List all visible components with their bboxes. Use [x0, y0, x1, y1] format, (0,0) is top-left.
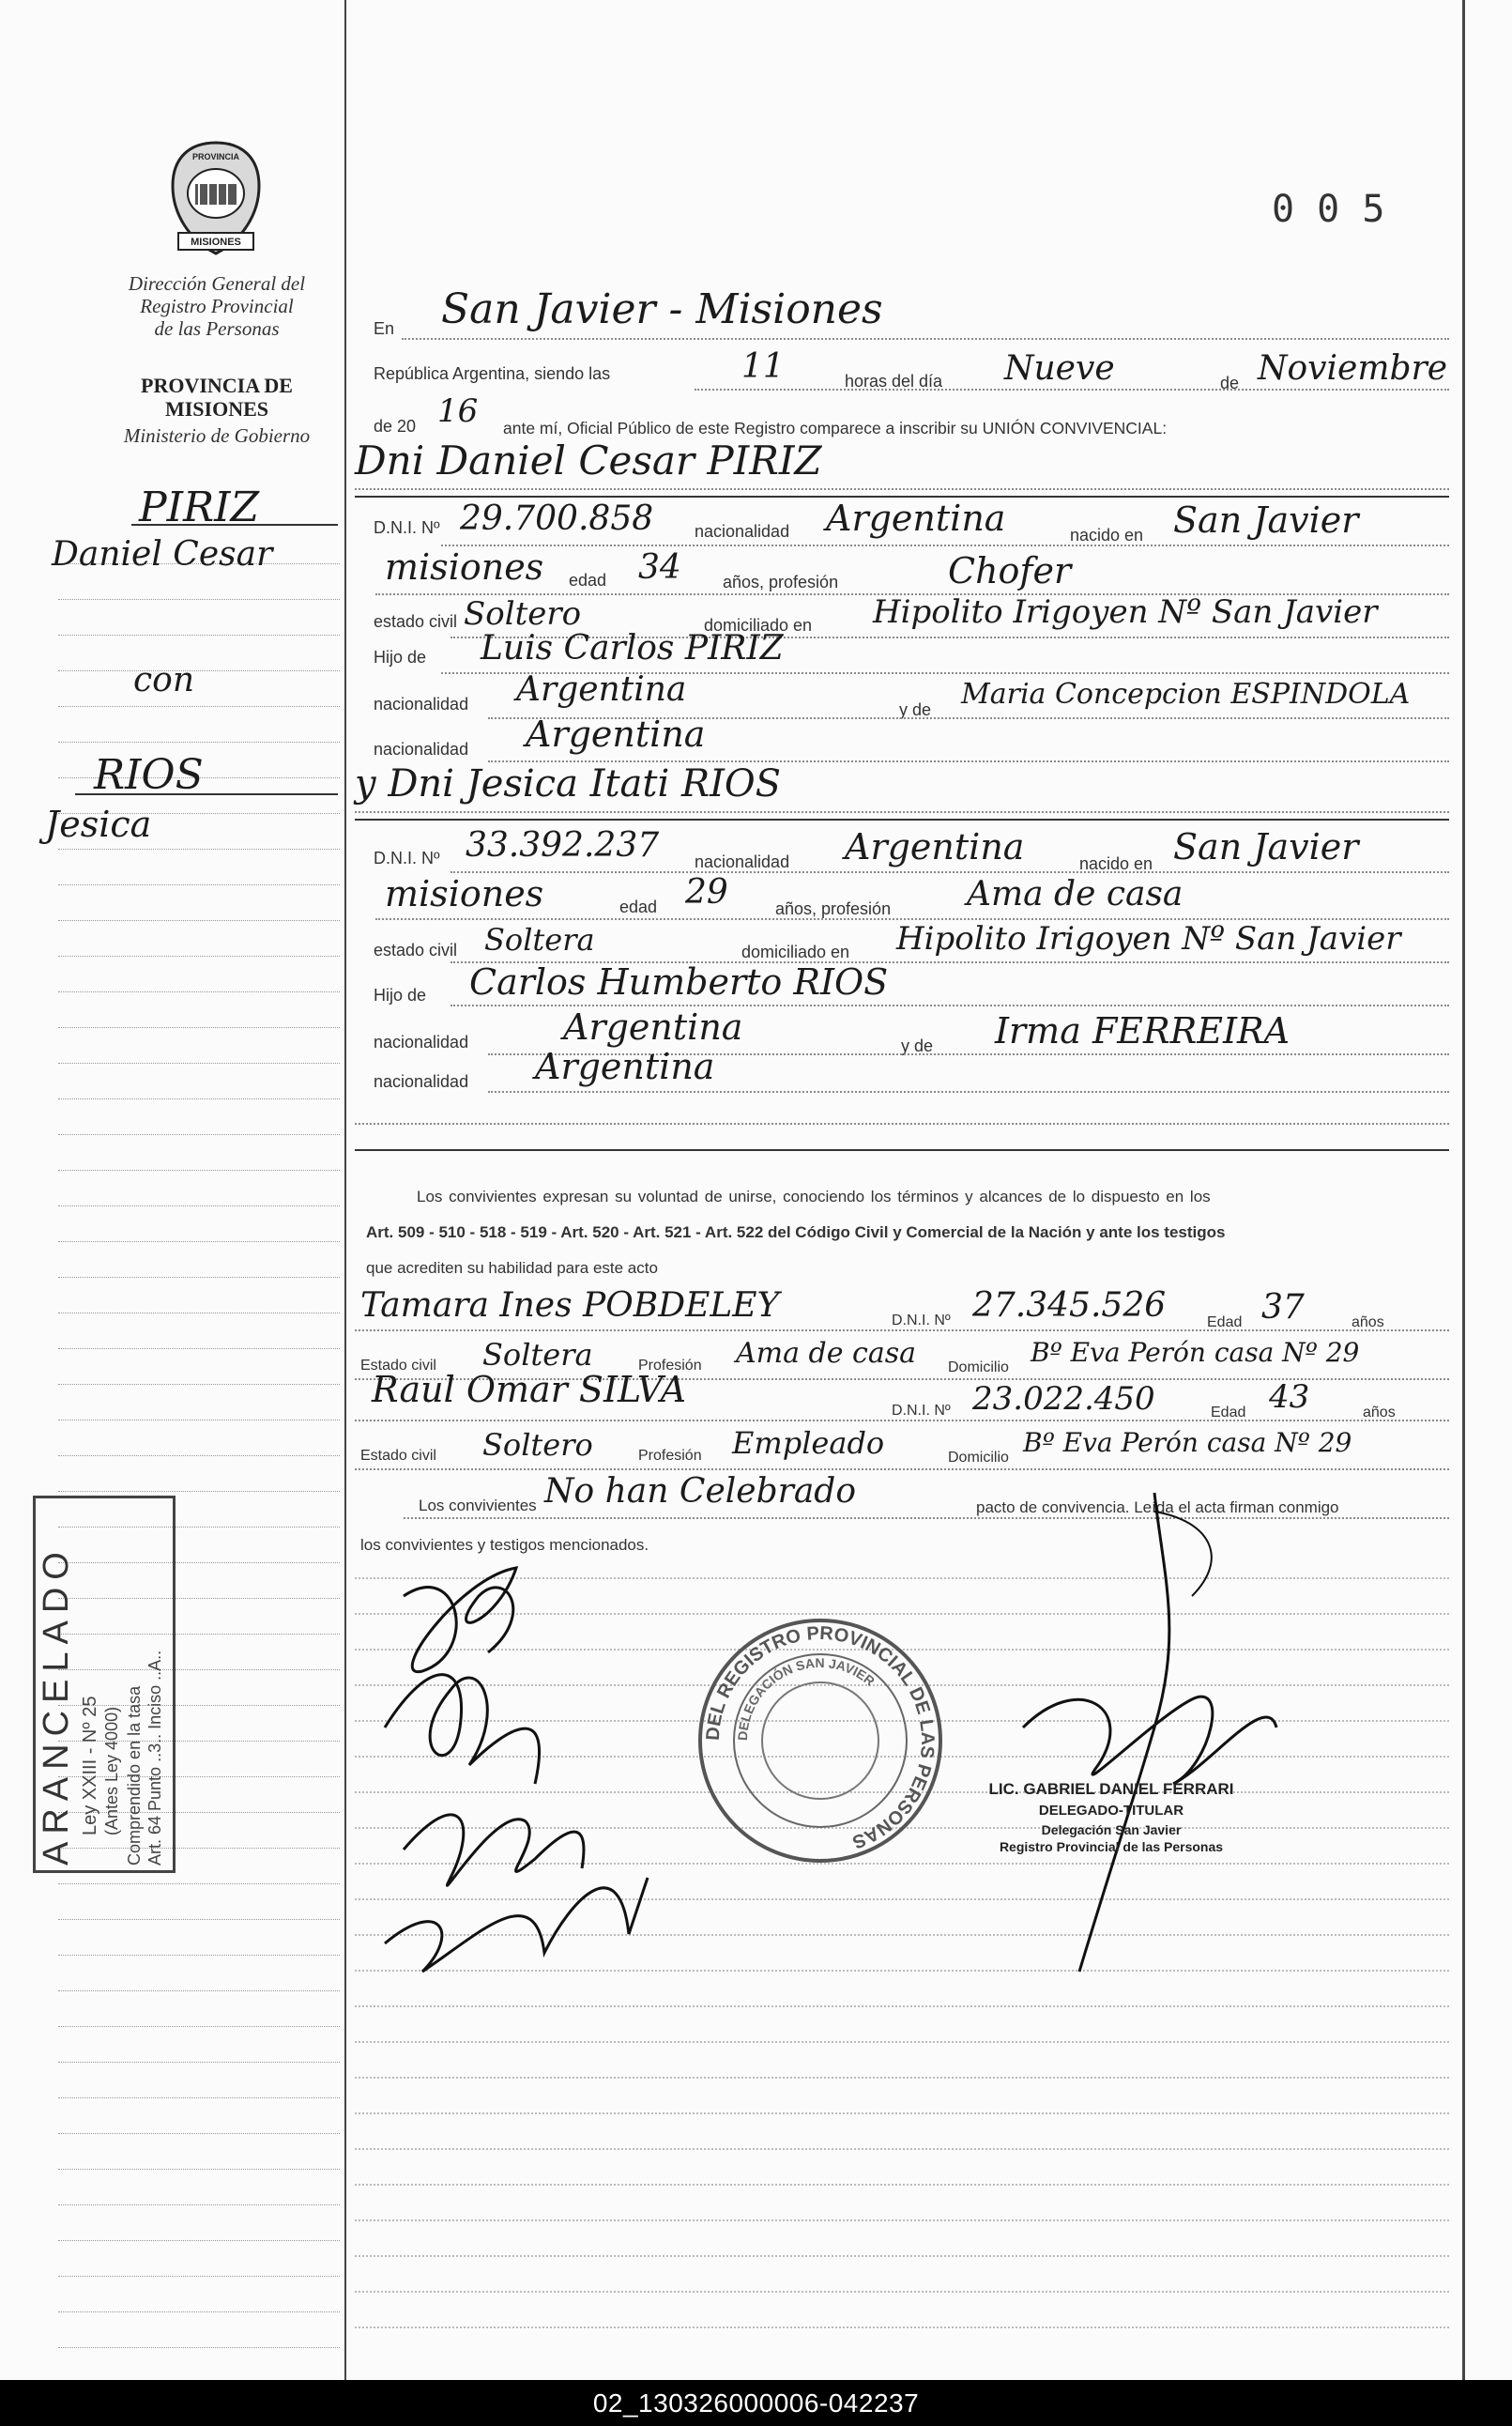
- left-ruled-line: [58, 1241, 340, 1242]
- w2-name: Raul Omar SILVA: [372, 1369, 687, 1410]
- p1-label-mnac: nacionalidad: [374, 740, 469, 759]
- left-ruled-line: [58, 956, 340, 957]
- hour: 11: [741, 347, 785, 386]
- closing-pacto-text: pacto de convivencia. Leída el acta firman conmigo: [976, 1498, 1339, 1516]
- w1-label-dni: D.N.I. Nº: [892, 1313, 951, 1328]
- w2-age: 43: [1269, 1378, 1310, 1416]
- place: San Javier - Misiones: [441, 285, 883, 333]
- margin-names-2: Jesica: [45, 804, 152, 845]
- main-ruled-line: [355, 2077, 1449, 2079]
- p2-label-mnac: nacionalidad: [374, 1072, 469, 1091]
- left-ruled-line: [58, 1134, 340, 1135]
- p2-label-dni: D.N.I. Nº: [374, 849, 440, 868]
- left-ruled-line: [58, 1491, 340, 1492]
- label-en: En: [374, 319, 395, 338]
- main-ruled-line: [355, 2291, 1449, 2293]
- left-margin-line: [344, 0, 346, 2380]
- left-ruled-line: [58, 2169, 340, 2170]
- left-ruled-line: [58, 1348, 340, 1349]
- closing-pact: No han Celebrado: [544, 1472, 856, 1511]
- year: 16: [437, 392, 479, 430]
- p2-dni: 33.392.237: [466, 826, 660, 865]
- margin-surname-2: RIOS: [94, 751, 204, 799]
- p2-label-anos: años, profesión: [775, 899, 892, 918]
- p2-label-dom: domiciliado en: [741, 943, 850, 961]
- p1-born-1: San Javier: [1173, 499, 1359, 541]
- p2-nationality: Argentina: [845, 826, 1025, 868]
- official-name: LIC. GABRIEL DANIEL FERRARI: [988, 1780, 1234, 1798]
- p1-nationality: Argentina: [826, 498, 1006, 539]
- w1-domicile: Bº Eva Perón casa Nº 29: [1031, 1337, 1360, 1368]
- p1-label-nacido: nacido en: [1070, 526, 1144, 545]
- p2-label-hijo: Hijo de: [374, 986, 427, 1005]
- w1-label-dom: Domicilio: [948, 1359, 1009, 1375]
- left-ruled-line: [58, 2026, 340, 2027]
- main-ruled-line: [355, 2148, 1449, 2150]
- label-ante-mi: ante mí, Oficial Público de este Registro comparece a inscribir su UNIÓN CONVIVENCIAL:: [503, 419, 1168, 438]
- main-ruled-line: [355, 2184, 1449, 2186]
- p2-father: Carlos Humberto RIOS: [469, 961, 889, 1003]
- body-line-2: Art. 509 - 510 - 518 - 519 - Art. 520 - Art. 521 - Art. 522 del Código Civil y Comercial de la Nación y ante los testigos: [366, 1223, 1226, 1241]
- w2-label-edad: Edad: [1211, 1405, 1246, 1420]
- left-ruled-line: [58, 2240, 340, 2241]
- day: Nueve: [1004, 349, 1115, 388]
- signature-official: [967, 1483, 1455, 1990]
- header-dept: [94, 272, 340, 340]
- main-ruled-line: [355, 2219, 1449, 2221]
- p2-profession: Ama de casa: [967, 875, 1184, 914]
- left-ruled-line: [58, 2311, 340, 2312]
- left-ruled-line: [58, 706, 340, 707]
- w2-label-anos: años: [1363, 1405, 1396, 1420]
- p2-label-estado: estado civil: [374, 941, 458, 960]
- left-ruled-line: [58, 742, 340, 743]
- left-ruled-line: [58, 849, 340, 850]
- signatures-convivientes: [347, 1540, 835, 1990]
- margin-conjunction: con: [133, 661, 195, 699]
- w2-dni: 23.022.450: [972, 1380, 1155, 1418]
- w1-profession: Ama de casa: [736, 1337, 916, 1370]
- p2-domicile: Hipolito Irigoyen Nº San Javier: [896, 920, 1401, 958]
- w1-age: 37: [1261, 1288, 1305, 1327]
- stamp-line-4: Comprendido en la tasa: [125, 1685, 144, 1866]
- official-office-2: Registro Provincial de las Personas: [999, 1839, 1224, 1854]
- w2-label-dni: D.N.I. Nº: [892, 1403, 951, 1419]
- body-text: [366, 1179, 1445, 1286]
- body-line-3: que acrediten su habilidad para este acto: [366, 1259, 658, 1277]
- label-republica: República Argentina, siendo las: [374, 364, 611, 383]
- p1-mother-nat: Argentina: [526, 714, 706, 755]
- dept-line-3: de las Personas: [154, 317, 280, 340]
- seal-inner-text: DELEGACIÓN SAN JAVIER: [734, 1654, 878, 1742]
- official-office-1: Delegación San Javier: [1041, 1822, 1182, 1837]
- left-ruled-line: [58, 1990, 340, 1991]
- p1-civil: Soltero: [464, 595, 582, 633]
- body-line-1: Los convivientes expresan su voluntad de unirse, conociendo los términos y alcances de lo dispuesto en los: [417, 1188, 1211, 1205]
- official-title: DELEGADO-TITULAR: [1038, 1803, 1184, 1819]
- stamp-line-5: Art. 64 Punto ..3.. Inciso ..A..: [145, 1650, 164, 1866]
- margin-names-1: Daniel Cesar: [52, 535, 273, 574]
- p2-label-nac: nacionalidad: [695, 852, 790, 871]
- margin-underline-1: [131, 524, 338, 526]
- p1-father: Luis Carlos PIRIZ: [481, 629, 784, 668]
- p1-label-nac: nacionalidad: [695, 522, 790, 541]
- party2-id-line: y Dni Jesica Itati RIOS: [355, 762, 782, 806]
- crest-bottom-text: MISIONES: [191, 237, 241, 248]
- p2-born-1: San Javier: [1173, 826, 1359, 868]
- p2-label-edad: edad: [619, 898, 658, 916]
- official-signature-block: [961, 1780, 1261, 1854]
- left-ruled-line: [58, 670, 340, 671]
- main-ruled-line: [355, 2041, 1449, 2043]
- left-ruled-line: [58, 599, 340, 600]
- w2-domicile: Bº Eva Perón casa Nº 29: [1023, 1427, 1352, 1458]
- left-ruled-line: [58, 1384, 340, 1385]
- p2-label-nacido: nacido en: [1079, 854, 1153, 873]
- label-de: de: [1220, 374, 1240, 392]
- left-ruled-line: [58, 2276, 340, 2277]
- p1-dni: 29.700.858: [460, 499, 654, 538]
- p1-label-edad: edad: [569, 571, 607, 590]
- p2-mother-nat: Argentina: [535, 1046, 715, 1087]
- p2-age: 29: [685, 873, 728, 912]
- left-ruled-line: [58, 1205, 340, 1206]
- w2-label-dom: Domicilio: [948, 1450, 1009, 1466]
- w2-label-estado: Estado civil: [360, 1448, 436, 1464]
- label-de-20: de 20: [374, 417, 417, 436]
- left-ruled-line: [58, 2097, 340, 2098]
- w1-civil: Soltera: [482, 1337, 593, 1373]
- p1-mother: Maria Concepcion ESPINDOLA: [961, 678, 1411, 711]
- w1-name: Tamara Ines POBDELEY: [360, 1286, 780, 1325]
- label-horas: horas del día: [845, 372, 943, 391]
- w1-label-prof: Profesión: [638, 1358, 702, 1374]
- crest-top-text: PROVINCIA: [191, 152, 239, 161]
- closing-line-2: los convivientes y testigos mencionados.: [360, 1536, 649, 1554]
- w1-label-estado: Estado civil: [360, 1358, 436, 1374]
- p1-label-hijo: Hijo de: [374, 648, 427, 667]
- right-margin-line: [1462, 0, 1465, 2380]
- main-ruled-line: [355, 2112, 1449, 2114]
- p1-domicile: Hipolito Irigoyen Nº San Javier: [873, 593, 1378, 631]
- p1-label-dom: domiciliado en: [704, 616, 813, 635]
- dept-line-2: Registro Provincial: [140, 295, 294, 317]
- left-ruled-line: [58, 1027, 340, 1028]
- province-line-1: PROVINCIA DE: [141, 374, 293, 397]
- main-ruled-line: [355, 2326, 1449, 2328]
- provincial-crest: [161, 139, 270, 261]
- p1-profession: Chofer: [948, 550, 1072, 591]
- seal-outer-text: DEL REGISTRO PROVINCIAL DE LAS PERSONAS: [702, 1622, 939, 1852]
- p1-age: 34: [638, 548, 681, 587]
- left-ruled-line: [58, 2133, 340, 2134]
- p2-father-nat: Argentina: [563, 1006, 743, 1048]
- stamp-line-1: ARANCELADO: [37, 1544, 76, 1866]
- left-ruled-line: [58, 1098, 340, 1099]
- p2-civil: Soltera: [484, 922, 595, 958]
- party1-id-line: Dni Daniel Cesar PIRIZ: [355, 438, 822, 484]
- main-ruled-line: [355, 2005, 1449, 2007]
- left-ruled-line: [58, 2204, 340, 2205]
- p1-label-estado: estado civil: [374, 612, 458, 631]
- w1-label-anos: años: [1352, 1314, 1384, 1330]
- header-province: [94, 374, 340, 421]
- w1-label-edad: Edad: [1207, 1314, 1243, 1330]
- w2-civil: Soltero: [482, 1427, 593, 1463]
- left-ruled-line: [58, 1455, 340, 1456]
- p1-label-dni: D.N.I. Nº: [374, 518, 440, 537]
- left-ruled-line: [58, 920, 340, 921]
- stamp-line-2: Ley XXIII - Nº 25: [80, 1696, 100, 1835]
- province-line-2: MISIONES: [164, 397, 269, 421]
- main-ruled-line: [355, 2255, 1449, 2257]
- p2-born-2: misiones: [385, 873, 544, 914]
- stamp-line-3: (Antes Ley 4000): [102, 1706, 121, 1835]
- p2-label-yde: y de: [901, 1036, 934, 1055]
- left-ruled-line: [58, 2062, 340, 2063]
- w2-label-prof: Profesión: [638, 1448, 702, 1464]
- left-ruled-line: [58, 1883, 340, 1884]
- left-ruled-line: [58, 884, 340, 885]
- left-ruled-line: [58, 1277, 340, 1278]
- margin-underline-2: [75, 793, 338, 795]
- left-ruled-line: [58, 991, 340, 992]
- left-ruled-line: [58, 1955, 340, 1956]
- w1-dni: 27.345.526: [972, 1286, 1167, 1325]
- header-ministry: Ministerio de Gobierno: [123, 424, 311, 447]
- dept-line-1: Dirección General del: [128, 272, 306, 295]
- p1-label-fnac: nacionalidad: [374, 695, 469, 714]
- page-number: 0 0 5: [1272, 188, 1385, 231]
- footer-code: 02_130326000006-042237: [0, 2380, 1512, 2426]
- tariff-stamp: [33, 1497, 174, 1873]
- p2-mother: Irma FERREIRA: [995, 1010, 1291, 1052]
- w2-profession: Empleado: [732, 1425, 885, 1461]
- left-ruled-line: [58, 2347, 340, 2348]
- p1-born-2: misiones: [385, 546, 544, 588]
- left-ruled-line: [58, 1919, 340, 1920]
- p1-father-nat: Argentina: [516, 670, 687, 709]
- p1-label-yde: y de: [899, 700, 932, 719]
- p2-label-fnac: nacionalidad: [374, 1033, 469, 1052]
- margin-surname-1: PIRIZ: [139, 484, 260, 531]
- left-ruled-line: [58, 1063, 340, 1064]
- left-ruled-line: [58, 635, 340, 636]
- left-ruled-line: [58, 1170, 340, 1171]
- closing-los-convivientes: Los convivientes: [419, 1497, 537, 1514]
- p1-label-anos: años, profesión: [723, 573, 839, 591]
- month: Noviembre: [1258, 349, 1448, 388]
